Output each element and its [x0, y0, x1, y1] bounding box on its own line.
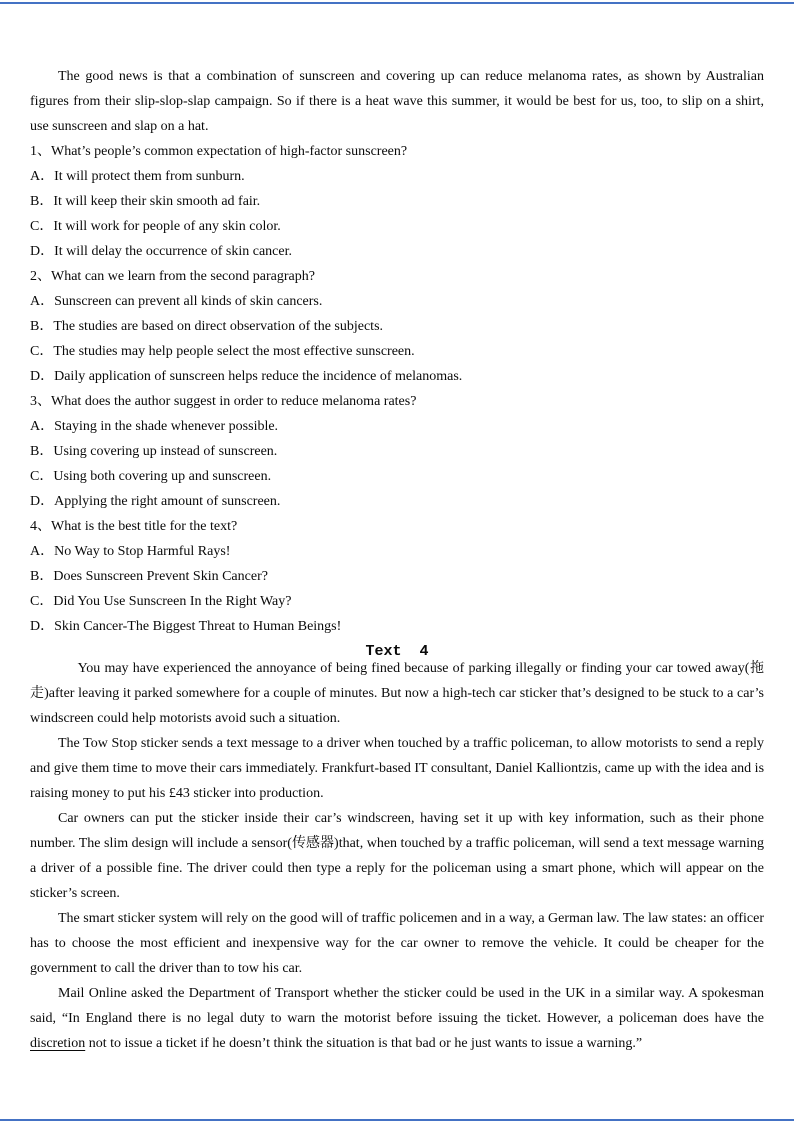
text4-paragraph-5 [30, 981, 764, 1056]
question-2-option-d: D．Daily application of sunscreen helps reduce the incidence of melanomas. [30, 369, 463, 384]
question-2-option-a: A．Sunscreen can prevent all kinds of skin cancers. [30, 294, 323, 309]
question-4-option-a: A．No Way to Stop Harmful Rays! [30, 544, 231, 559]
question-3-option-d: D．Applying the right amount of sunscreen. [30, 494, 281, 509]
question-1-option-d: D．It will delay the occurrence of skin cancer. [30, 244, 293, 259]
question-block-3 [30, 389, 764, 514]
question-2-text: 2、What can we learn from the second paragraph? [30, 269, 315, 284]
question-3-option-b: B．Using covering up instead of sunscreen. [30, 444, 278, 459]
question-4-option-b: B．Does Sunscreen Prevent Skin Cancer? [30, 569, 268, 584]
page-bottom-border-line [0, 1119, 794, 1121]
page-content [30, 64, 764, 1056]
section-heading-text-4: Text 4 [365, 643, 429, 660]
text4-paragraph-3: Car owners can put the sticker inside their car’s windscreen, having set it up with key information, such as their phone number. The slim design will include a sensor(传感器)that, when touched by a traffic policeman, will send a text message warning a driver of a possible fine. The driver could then type a reply for the policeman using a smart phone, which will appear on the sticker’s screen. [30, 811, 764, 901]
question-block-2 [30, 264, 764, 389]
question-4-option-c: C．Did You Use Sunscreen In the Right Way? [30, 594, 292, 609]
question-1-option-c: C．It will work for people of any skin color. [30, 219, 281, 234]
question-3-text: 3、What does the author suggest in order to reduce melanoma rates? [30, 394, 417, 409]
question-1-option-a: A．It will protect them from sunburn. [30, 169, 245, 184]
question-3-option-c: C．Using both covering up and sunscreen. [30, 469, 272, 484]
text4-paragraph-2: The Tow Stop sticker sends a text message to a driver when touched by a traffic policeman, to allow motorists to send a reply and give them time to move their cars immediately. Frankfurt-based IT consultant, Daniel Kalliontzis, came up with the idea and is raising money to put his £43 sticker into production. [30, 736, 765, 801]
page-top-border-line [0, 2, 794, 4]
question-2-option-b: B．The studies are based on direct observation of the subjects. [30, 319, 384, 334]
text4-paragraph-1: You may have experienced the annoyance of being fined because of parking illegally or finding your car towed away(拖走)after leaving it parked somewhere for a couple of minutes. But now a high-tech car sticker that’s designed to be stuck to a car’s windscreen could help motorists avoid such a situation. [30, 661, 764, 726]
question-1-text: 1、What’s people’s common expectation of high-factor sunscreen? [30, 144, 408, 159]
underlined-word-discretion: discretion [30, 1036, 86, 1051]
intro-paragraph: The good news is that a combination of sunscreen and covering up can reduce melanoma rates, as shown by Australian figures from their slip-slop-slap campaign. So if there is a heat wave this summer, it would be best for us, too, to slip on a shirt, use sunscreen and slap on a hat. [30, 69, 764, 134]
question-block-4 [30, 514, 764, 639]
question-2-option-c: C．The studies may help people select the most effective sunscreen. [30, 344, 415, 359]
text4-paragraph-5-tail: not to issue a ticket if he doesn’t think the situation is that bad or he just wants to issue a warning.” [85, 1036, 643, 1051]
question-1-option-b: B．It will keep their skin smooth ad fair. [30, 194, 261, 209]
question-block-1 [30, 139, 764, 264]
question-4-text: 4、What is the best title for the text? [30, 519, 238, 534]
question-4-option-d: D．Skin Cancer-The Biggest Threat to Human Beings! [30, 619, 342, 634]
text4-paragraph-5-lead: Mail Online asked the Department of Transport whether the sticker could be used in the UK in a similar way. A spokesman said, “In England there is no legal duty to warn the motorist before issuing the ticket. However, a policeman does have the [30, 986, 764, 1026]
question-3-option-a: A．Staying in the shade whenever possible. [30, 419, 279, 434]
text4-paragraph-4: The smart sticker system will rely on the good will of traffic policemen and in a way, a German law. The law states: an officer has to choose the most efficient and inexpensive way for the car owner to remove the vehicle. It could be cheaper for the government to call the driver than to tow his car. [30, 911, 764, 976]
